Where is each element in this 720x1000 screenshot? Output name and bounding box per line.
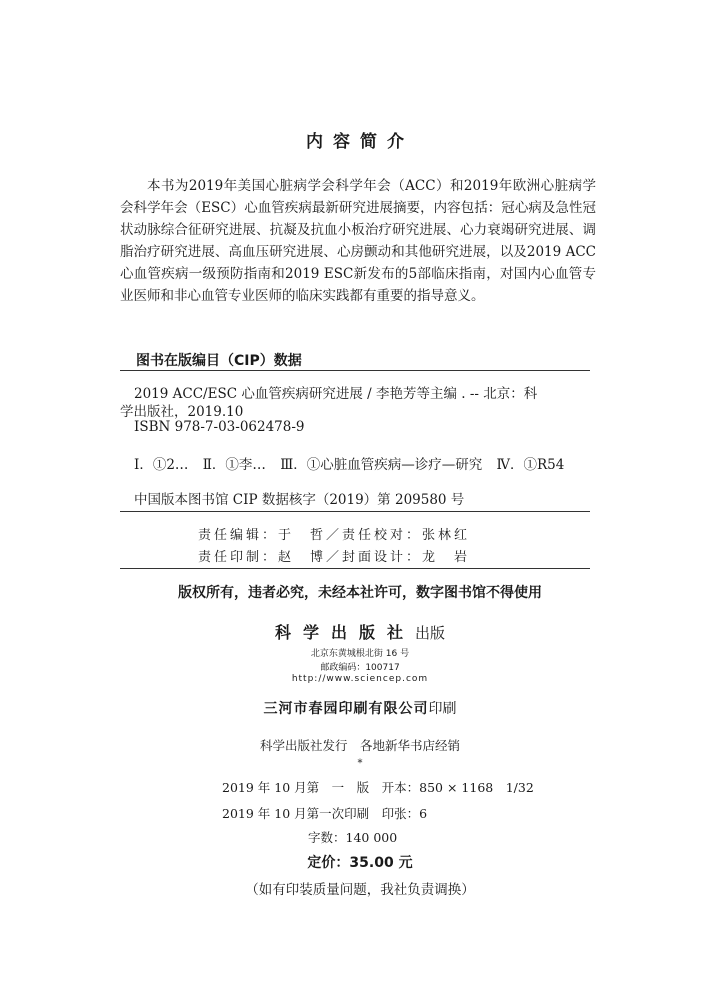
publisher-suffix: 出版 — [415, 624, 446, 642]
cip-isbn: ISBN 978-7-03-062478-9 — [134, 419, 305, 435]
copyright-notice: 版权所有，违者必究，未经本社许可，数字图书馆不得使用 — [178, 585, 542, 601]
abstract-text: 本书为2019年美国心脏病学会科学年会（ACC）和2019年欧洲心脏病学会科学年会（ESC）心血管疾病最新研究进展摘要，内容包括：冠心病及急性冠状动脉综合征研究进展、抗凝及抗血小板治疗研究进展、心力衰竭研究进展、调脂治疗研究进展、高血压研究进展、心房颤动和其他研究进展，以及2019 ACC心血管疾病一级预防指南和2019 ESC新发布的5部临床指南，对国内心血管专业医师和非心血管专业医师的临床实践都有重要的指导意义。 — [120, 178, 596, 304]
cip-heading: 图书在版编目（CIP）数据 — [136, 353, 302, 369]
cip-publisher-line: 学出版社，2019.10 — [120, 404, 244, 420]
credits-production: 责任印制：赵 博／封面设计：龙 岩 — [198, 550, 471, 565]
printer-line — [0, 698, 720, 718]
publisher-name: 科学出版社 — [274, 623, 415, 642]
credits-editors: 责任编辑：于 哲／责任校对：张林红 — [198, 528, 471, 543]
cip-class-item: Ⅳ．①R54 — [496, 457, 565, 473]
quality-notice: （如有印装质量问题，我社负责调换） — [245, 882, 475, 898]
cip-title-line: 2019 ACC/ESC 心血管疾病研究进展 / 李艳芳等主编 . -- 北京：科 — [134, 386, 538, 402]
cip-class-item: Ⅱ．①李… — [202, 457, 266, 473]
edition-line: 2019 年 10 月第 一 版 开本：850 × 1168 1/32 — [222, 780, 534, 795]
abstract — [120, 175, 596, 307]
printer-name: 三河市春园印刷有限公司 — [263, 701, 429, 717]
distribution-line: 科学出版社发行 各地新华书店经销 — [259, 738, 460, 753]
printer-suffix: 印刷 — [428, 701, 457, 717]
cip-verification: 中国版本图书馆 CIP 数据核字（2019）第 209580 号 — [134, 492, 465, 508]
cip-class-item: Ⅲ．①心脏血管疾病—诊疗—研究 — [280, 457, 483, 473]
publisher-website: http://www.sciencep.com — [291, 674, 429, 684]
cip-classification — [134, 453, 574, 473]
divider — [120, 568, 590, 569]
price: 定价：35.00 元 — [307, 855, 413, 871]
publisher-postcode: 邮政编码：100717 — [320, 663, 400, 673]
printing-line: 2019 年 10 月第一次印刷 印张：6 — [222, 806, 428, 821]
word-count: 字数：140 000 — [308, 830, 398, 845]
section-title: 内容简介 — [306, 132, 414, 152]
publisher-address: 北京东黄城根北街 16 号 — [310, 649, 410, 659]
publisher-line — [0, 620, 720, 643]
cip-class-item: Ⅰ．①2… — [134, 457, 189, 473]
separator-star: * — [357, 758, 363, 769]
